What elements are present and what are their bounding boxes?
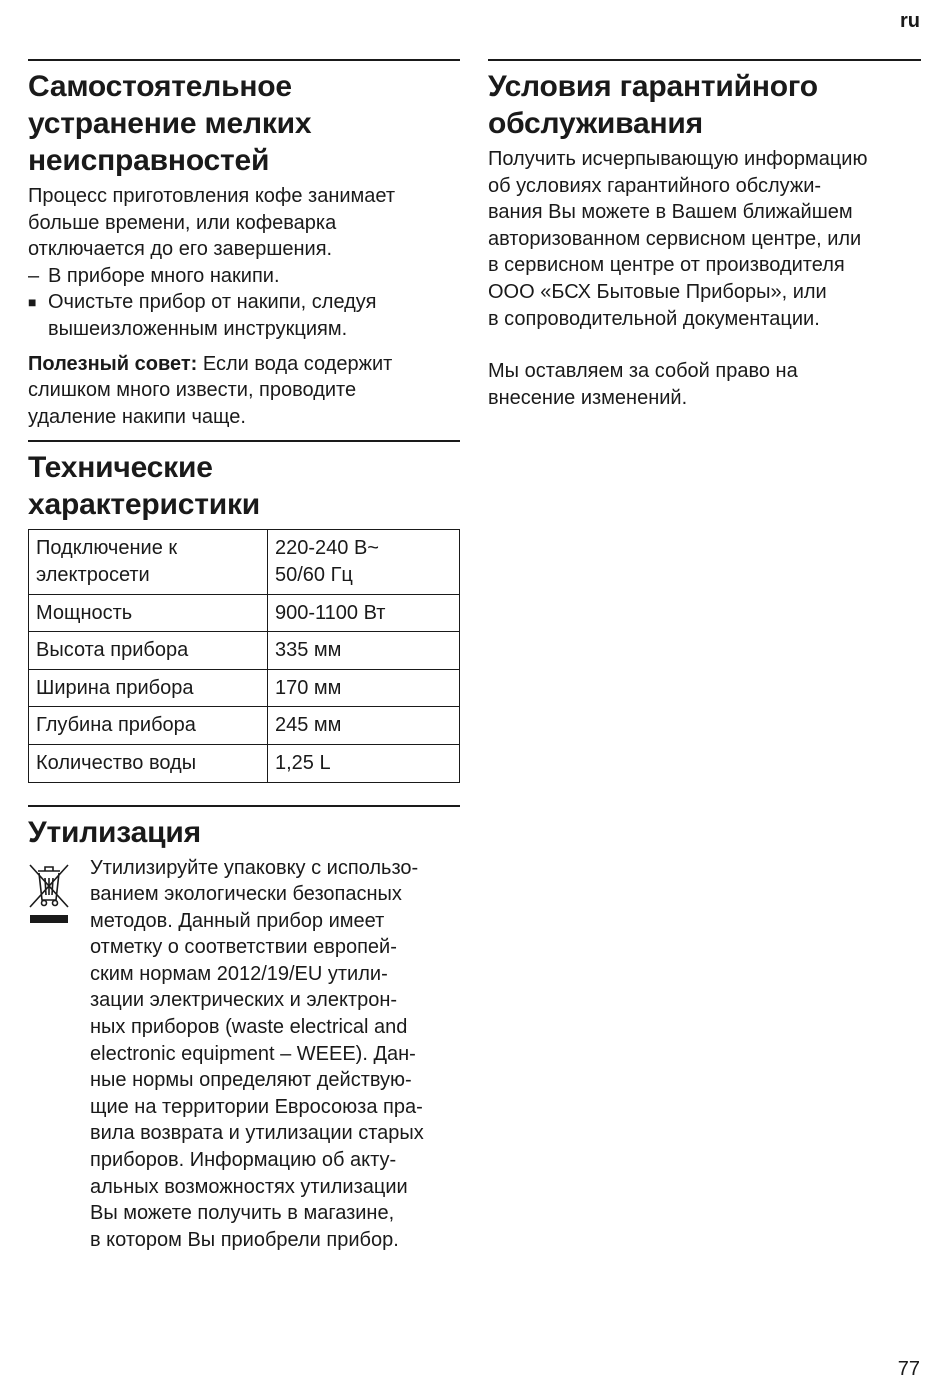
- left-column: [28, 59, 460, 1253]
- warranty-title: Условия гарантийного обслуживания: [488, 70, 818, 140]
- table-row: [29, 744, 460, 782]
- page-number: 77: [897, 1358, 920, 1380]
- square-bullet-icon: ■: [28, 294, 37, 311]
- disposal-text: Утилизируйте упаковку с использо- ванием экологически безопасных методов. Данный прибор имеет отметку о соответствии европей- ским нормам 2012/19/EU утили- зации электрических и электрон- ных приборов (waste electrical and electronic equipment – WEEE). Дан- ные нормы определяют действую- щие на территории Евросоюза пра- вила возврата и утилизации старых приборов. Информацию об акту- альных возможностях утилизации Вы можете получить в магазине, в котором Вы приобрели прибор.: [90, 856, 424, 1251]
- warranty-section: [488, 59, 921, 411]
- problem-description: Процесс приготовления кофе занимает больше времени, или кофеварка отключается до его завершения.: [28, 185, 396, 261]
- spec-key: Мощность: [29, 594, 268, 632]
- crossed-out-wheelie-bin-icon: [28, 855, 90, 1254]
- reserve-rights-text: Мы оставляем за собой право на внесение изменений.: [488, 360, 798, 409]
- title-line: Самостоятельное: [28, 70, 292, 103]
- disposal-title: Утилизация: [28, 815, 201, 849]
- section-divider: [488, 59, 921, 61]
- table-row: [29, 707, 460, 745]
- spec-value: 335 мм: [268, 632, 460, 670]
- disposal-section: [28, 805, 460, 1254]
- title-line: устранение мелких: [28, 107, 312, 140]
- spec-value: 220-240 В~ 50/60 Гц: [268, 530, 460, 594]
- section-divider: [28, 805, 460, 807]
- spec-key: Глубина прибора: [29, 707, 268, 745]
- section-divider: [28, 440, 460, 442]
- section-divider: [28, 59, 460, 61]
- spec-value: 1,25 L: [268, 744, 460, 782]
- table-row: [29, 669, 460, 707]
- specifications-section: [28, 440, 460, 782]
- spec-key: Ширина прибора: [29, 669, 268, 707]
- spec-key: Подключение к электросети: [29, 530, 268, 594]
- troubleshooting-title: [28, 68, 460, 179]
- problem-remedy: ■ Очистьте прибор от накипи, следуя вышеизложенным инструкциям.: [28, 289, 460, 342]
- specifications-title: Технические характеристики: [28, 451, 261, 522]
- troubleshooting-section: [28, 59, 460, 430]
- specifications-table: [28, 529, 460, 782]
- tip-label: Полезный совет:: [28, 352, 198, 375]
- spec-value: 245 мм: [268, 707, 460, 745]
- spec-value: 170 мм: [268, 669, 460, 707]
- table-row: [29, 594, 460, 632]
- spec-key: Высота прибора: [29, 632, 268, 670]
- warranty-text: Получить исчерпывающую информацию об условиях гарантийного обслужи- вания Вы можете в Вашем ближайшем авторизованном сервисном центре, или в сервисном центре от производителя ООО «БСХ Бытовые Приборы», или в сопроводительной документации.: [488, 148, 868, 330]
- right-column: [488, 59, 921, 411]
- spec-value: 900-1100 Вт: [268, 594, 460, 632]
- table-row: [29, 530, 460, 594]
- table-row: [29, 632, 460, 670]
- problem-cause: – В приборе много накипи.: [28, 263, 460, 290]
- spec-key: Количество воды: [29, 744, 268, 782]
- language-code: ru: [900, 10, 920, 32]
- title-line: неисправностей: [28, 144, 270, 177]
- useful-tip: Полезный совет: Если вода содержит слишком много извести, проводите удаление накипи чаще.: [28, 352, 393, 428]
- dash-marker: –: [28, 264, 40, 287]
